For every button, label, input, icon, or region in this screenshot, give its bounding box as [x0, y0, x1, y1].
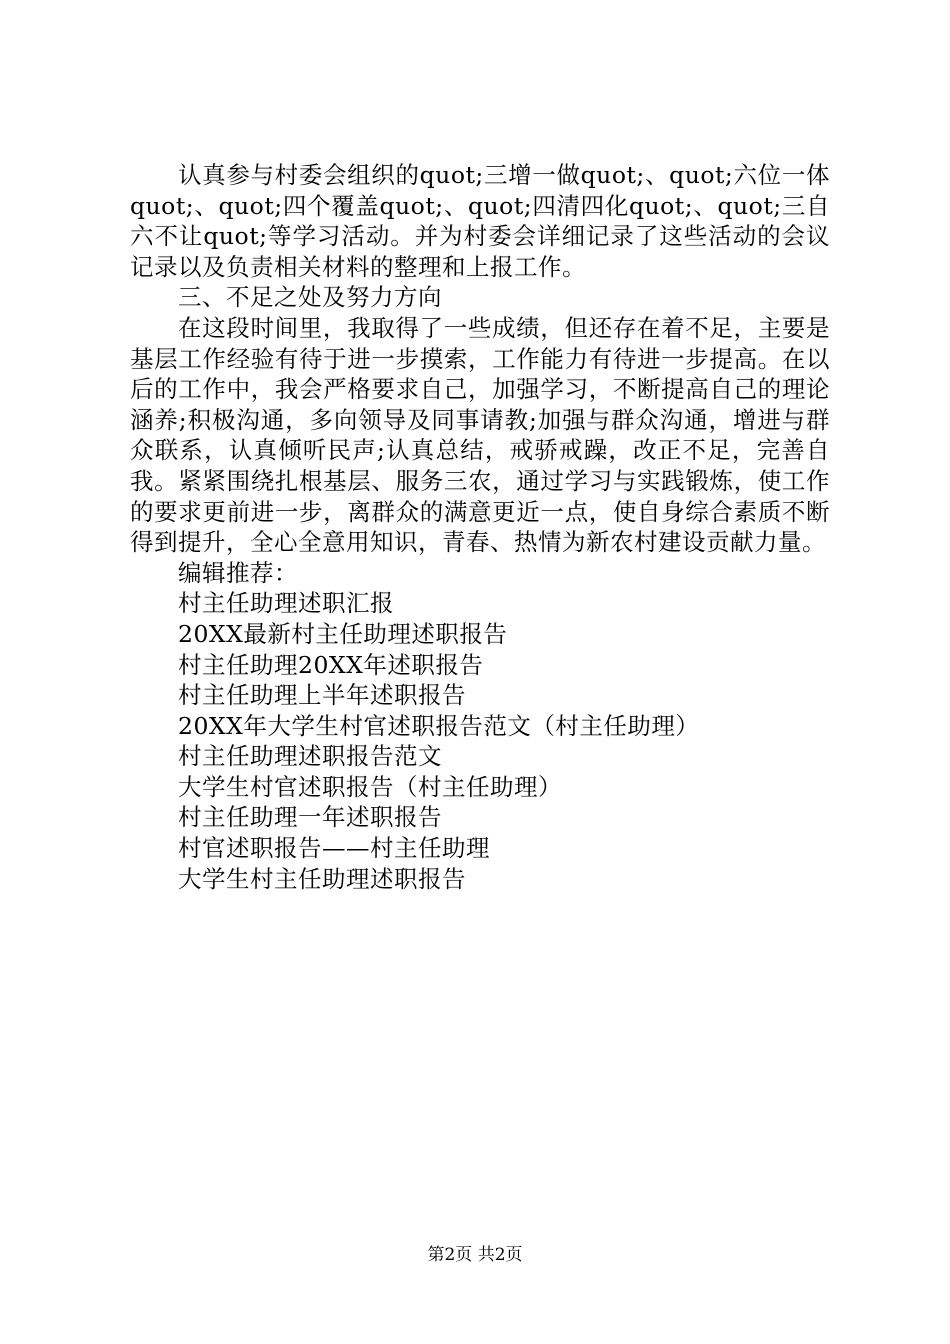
- recommendation-link[interactable]: 20XX年大学生村官述职报告范文（村主任助理）: [178, 711, 700, 740]
- recommendation-link[interactable]: 村主任助理述职汇报: [178, 589, 394, 618]
- recommend-label: 编辑推荐：: [178, 558, 298, 587]
- recommendation-link[interactable]: 大学生村主任助理述职报告: [178, 864, 466, 893]
- recommendation-list: [130, 588, 830, 894]
- recommendation-link[interactable]: 村官述职报告——村主任助理: [178, 834, 490, 863]
- section-heading: 三、不足之处及努力方向: [178, 283, 442, 312]
- recommendation-link[interactable]: 村主任助理上半年述职报告: [178, 681, 466, 710]
- recommendation-link[interactable]: 村主任助理一年述职报告: [178, 803, 442, 832]
- document-body: [130, 160, 830, 894]
- body-paragraph-activities: 认真参与村委会组织的quot;三增一做quot;、quot;六位一体quot;、quot;四个覆盖quot;、quot;四清四化quot;、quot;三自六不让quot;等学习活动。并为村委会详细记录了这些活动的会议记录以及负责相关材料的整理和上报工作。: [130, 161, 830, 281]
- recommendation-link[interactable]: 村主任助理述职报告范文: [178, 742, 442, 771]
- recommendation-link[interactable]: 20XX最新村主任助理述职报告: [178, 619, 508, 648]
- recommendation-link[interactable]: 大学生村官述职报告（村主任助理）: [178, 772, 562, 801]
- recommendation-link[interactable]: 村主任助理20XX年述职报告: [178, 650, 484, 679]
- page-footer: 第2页 共2页: [427, 1245, 523, 1265]
- body-paragraph-shortcomings: 在这段时间里，我取得了一些成绩，但还存在着不足，主要是基层工作经验有待于进一步摸索，工作能力有待进一步提高。在以后的工作中，我会严格要求自己，加强学习，不断提高自己的理论涵养;积极沟通，多向领导及同事请教;加强与群众沟通，增进与群众联系，认真倾听民声;认真总结，戒骄戒躁，改正不足，完善自我。紧紧围绕扎根基层、服务三农，通过学习与实践锻炼，使工作的要求更前进一步，离群众的满意更近一点，使自身综合素质不断得到提升，全心全意用知识，青春、热情为新农村建设贡献力量。: [130, 313, 830, 557]
